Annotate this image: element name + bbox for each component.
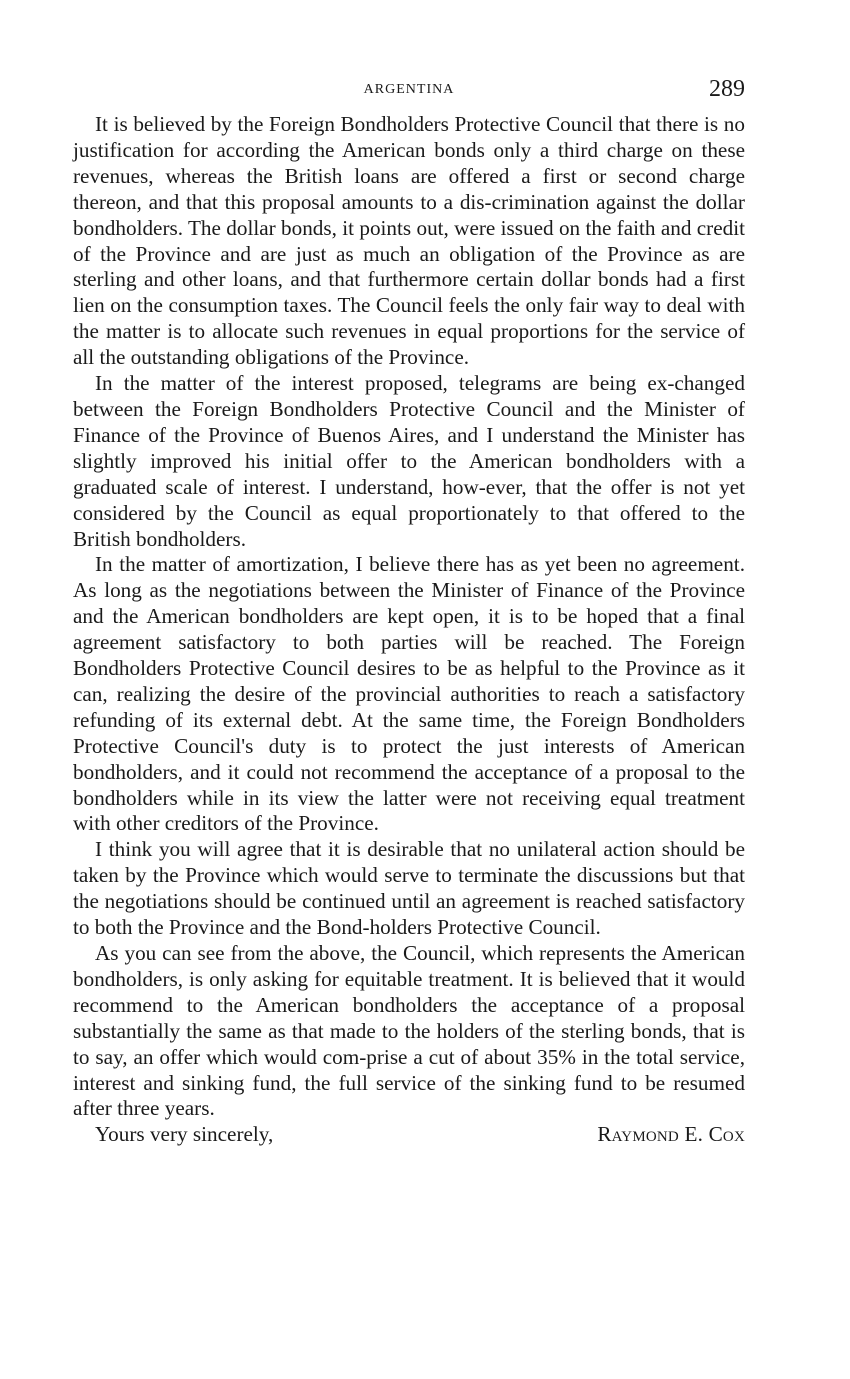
paragraph: In the matter of amortization, I believe there has as yet been no agreement. As long as the negotiations between the Minister of Finance of the Province and the American bondholders are kept open, it is to be hoped that a final agreement satisfactory to both parties will be reached. The Foreign Bondholders Protective Council desires to be as helpful to the Province as it can, realizing the desire of the provincial authorities to reach a satisfactory refunding of its external debt. At the same time, the Foreign Bondholders Protective Council's duty is to protect the just interests of American bondholders, and it could not recommend the acceptance of a proposal to the bondholders while in its view the latter were not receiving equal treatment with other creditors of the Province.	[73, 552, 745, 836]
running-title: ARGENTINA	[363, 82, 455, 97]
salutation: Yours very sincerely,	[95, 1122, 274, 1147]
page-number: 289	[709, 76, 745, 102]
document-page	[73, 70, 745, 1148]
signature: Raymond E. Cox	[597, 1122, 745, 1147]
letter-body	[73, 112, 745, 1122]
paragraph: As you can see from the above, the Council, which represents the American bondholders, is only asking for equitable treatment. It is believed that it would recommend to the American bondholders the acceptance of a proposal substantially the same as that made to the holders of the sterling bonds, that is to say, an offer which would com-prise a cut of about 35% in the total service, interest and sinking fund, the full service of the sinking fund to be resumed after three years.	[73, 941, 745, 1121]
paragraph: In the matter of the interest proposed, telegrams are being ex-changed between the Foreign Bondholders Protective Council and the Minister of Finance of the Province of Buenos Aires, and I understand the Minister has slightly improved his initial offer to the American bondholders with a graduated scale of interest. I understand, how-ever, that the offer is not yet considered by the Council as equal proportionately to that offered to the British bondholders.	[73, 371, 745, 551]
paragraph: I think you will agree that it is desirable that no unilateral action should be taken by the Province which would serve to terminate the discussions but that the negotiations should be continued until an agreement is reached satisfactory to both the Province and the Bond-holders Protective Council.	[73, 837, 745, 940]
paragraph: It is believed by the Foreign Bondholders Protective Council that there is no justification for according the American bonds only a third charge on these revenues, whereas the British loans are offered a first or second charge thereon, and that this proposal amounts to a dis-crimination against the dollar bondholders. The dollar bonds, it points out, were issued on the faith and credit of the Province and are just as much an obligation of the Province as are sterling and other loans, and that furthermore certain dollar bonds had a first lien on the consumption taxes. The Council feels the only fair way to deal with the matter is to allocate such revenues in equal proportions for the service of all the outstanding obligations of the Province.	[73, 112, 745, 370]
running-header	[73, 70, 745, 112]
letter-closing	[73, 1122, 745, 1148]
